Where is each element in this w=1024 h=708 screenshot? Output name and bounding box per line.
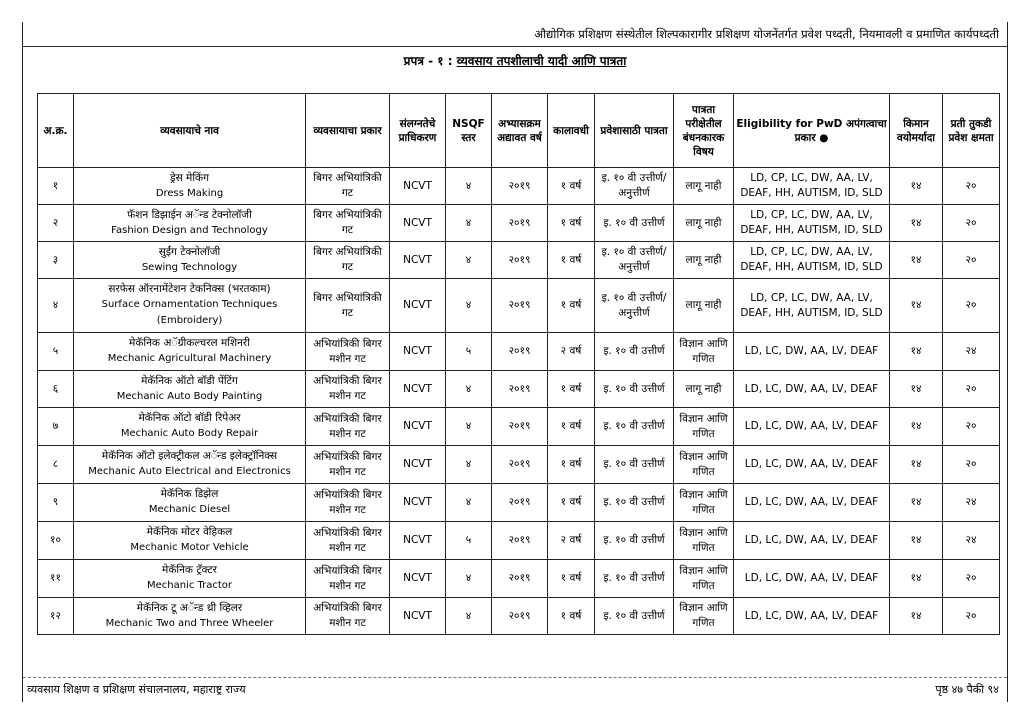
cell-duration: १ वर्ष [548,484,595,522]
trade-name-english: Mechanic Two and Three Wheeler [105,617,274,629]
cell-capacity: २० [943,168,1000,205]
trade-name-english: Mechanic Tractor [146,580,233,591]
cell-trade-name [74,242,306,279]
cell-duration: १ वर्ष [548,408,595,446]
cell-capacity: २० [943,371,1000,408]
cell-sr: ७ [38,408,74,446]
cell-subjects: विज्ञान आणि गणित [674,560,734,598]
cell-authority: NCVT [390,408,446,446]
trade-name-english: Mechanic Auto Body Repair [120,428,259,439]
cell-trade-type: अभियांत्रिकी बिगर मशीन गट [306,522,390,560]
cell-capacity: २४ [943,484,1000,522]
cell-subjects: लागू नाही [674,279,734,333]
table-row [38,242,1000,279]
col-header-subjects: पात्रता परीक्षेतील बंधनकारक विषय [674,94,734,168]
cell-trade-type: अभियांत्रिकी बिगर मशीन गट [306,560,390,598]
cell-trade-type: अभियांत्रिकी बिगर मशीन गट [306,408,390,446]
cell-trade-type: अभियांत्रिकी बिगर मशीन गट [306,371,390,408]
cell-year: २०१९ [492,408,548,446]
cell-duration: १ वर्ष [548,279,595,333]
trade-name-marathi: फॅशन डिझाईन अॅन्ड टेक्नोलॉजी [127,208,252,221]
table-row [38,168,1000,205]
cell-nsqf: ४ [446,484,492,522]
cell-min-age: १४ [890,371,943,408]
cell-capacity: २० [943,408,1000,446]
document-header-title: औद्योगिक प्रशिक्षण संस्थेतील शिल्पकारागीर प्रशिक्षण योजनेंतर्गत प्रवेश पध्दती, नियमावली व प्रमाणित कार्यपध्दती [534,27,999,41]
cell-nsqf: ४ [446,168,492,205]
trade-name-english: Fashion Design and Technology [111,224,268,236]
cell-sr: ६ [38,371,74,408]
cell-authority: NCVT [390,560,446,598]
form-title-text: व्यवसाय तपशीलाची यादी आणि पात्रता [456,54,627,68]
cell-authority: NCVT [390,279,446,333]
cell-min-age: १४ [890,560,943,598]
cell-trade-name [74,408,306,446]
cell-duration: १ वर्ष [548,371,595,408]
cell-year: २०१९ [492,279,548,333]
cell-subjects: विज्ञान आणि गणित [674,522,734,560]
table-row [38,598,1000,635]
cell-nsqf: ४ [446,598,492,635]
cell-trade-name [74,205,306,242]
cell-capacity: २० [943,279,1000,333]
cell-capacity: २० [943,446,1000,484]
cell-year: २०१९ [492,205,548,242]
table-row [38,333,1000,371]
cell-capacity: २० [943,205,1000,242]
cell-eligibility: इ. १० वी उत्तीर्ण [595,484,674,522]
table-row [38,484,1000,522]
table-row [38,279,1000,333]
col-header-trade-name: व्यवसायाचे नाव [74,94,306,168]
cell-eligibility: इ. १० वी उत्तीर्ण [595,408,674,446]
cell-min-age: १४ [890,168,943,205]
footer-directorate: व्यवसाय शिक्षण व प्रशिक्षण संचालनालय, महाराष्ट्र राज्य [27,683,246,696]
cell-sr: १२ [38,598,74,635]
cell-nsqf: ४ [446,371,492,408]
cell-trade-type: अभियांत्रिकी बिगर मशीन गट [306,598,390,635]
cell-subjects: लागू नाही [674,371,734,408]
col-header-nsqf: NSQF स्तर [446,94,492,168]
table-header-row [38,94,1000,168]
cell-year: २०१९ [492,484,548,522]
col-header-trade-type: व्यवसायाचा प्रकार [306,94,390,168]
trade-name-marathi: मेकॅनिक ऑटो इलेक्ट्रीकल अॅन्ड इलेक्ट्रॉनिक्स [101,450,278,462]
table-row [38,446,1000,484]
cell-duration: २ वर्ष [548,333,595,371]
cell-subjects: विज्ञान आणि गणित [674,333,734,371]
cell-sr: ११ [38,560,74,598]
cell-trade-name [74,522,306,560]
cell-subjects: विज्ञान आणि गणित [674,484,734,522]
col-header-sr: अ.क्र. [38,94,74,168]
cell-year: २०१९ [492,560,548,598]
cell-trade-type: बिगर अभियांत्रिकी गट [306,168,390,205]
trade-name-marathi: मेकॅनिक मोटर वेहिकल [146,526,233,538]
cell-year: २०१९ [492,371,548,408]
cell-authority: NCVT [390,242,446,279]
cell-authority: NCVT [390,205,446,242]
col-header-pwd: Eligibility for PwD अपंगत्वाचा प्रकार ● [734,94,890,168]
cell-subjects: लागू नाही [674,168,734,205]
cell-year: २०१९ [492,446,548,484]
cell-trade-name [74,279,306,333]
cell-duration: १ वर्ष [548,242,595,279]
trade-name-marathi: ड्रेस मेकिंग [169,171,210,184]
cell-trade-name [74,333,306,371]
cell-eligibility: इ. १० वी उत्तीर्ण/अनुत्तीर्ण [595,279,674,333]
cell-authority: NCVT [390,446,446,484]
cell-subjects: लागू नाही [674,205,734,242]
cell-nsqf: ४ [446,279,492,333]
trade-name-marathi: मेकॅनिक अॅग्रीकल्चरल मशिनरी [129,337,250,349]
trade-name-english: Dress Making [155,187,224,199]
trade-name-english: Mechanic Motor Vehicle [130,542,249,553]
cell-min-age: १४ [890,333,943,371]
cell-min-age: १४ [890,242,943,279]
cell-pwd: LD, LC, DW, AA, LV, DEAF [734,522,890,560]
cell-eligibility: इ. १० वी उत्तीर्ण [595,446,674,484]
cell-authority: NCVT [390,522,446,560]
cell-nsqf: ४ [446,242,492,279]
trade-name-marathi: मेकॅनिक टू अॅन्ड थ्री व्हिलर [136,601,243,614]
cell-sr: ५ [38,333,74,371]
cell-nsqf: ५ [446,333,492,371]
cell-nsqf: ४ [446,560,492,598]
cell-pwd: LD, CP, LC, DW, AA, LV, DEAF, HH, AUTISM, ID, SLD [734,242,890,279]
trade-name-marathi: मेकॅनिक डिझेल [160,488,219,500]
cell-subjects: विज्ञान आणि गणित [674,598,734,635]
cell-eligibility: इ. १० वी उत्तीर्ण [595,371,674,408]
cell-authority: NCVT [390,598,446,635]
cell-min-age: १४ [890,279,943,333]
cell-eligibility: इ. १० वी उत्तीर्ण [595,205,674,242]
cell-sr: १० [38,522,74,560]
col-header-year: अभ्यासक्रम अद्यावत वर्ष [492,94,548,168]
trade-name-english: Mechanic Auto Electrical and Electronics [88,466,291,477]
cell-year: २०१९ [492,522,548,560]
cell-authority: NCVT [390,484,446,522]
trade-name-english: Mechanic Auto Body Painting [116,390,263,402]
cell-min-age: १४ [890,598,943,635]
cell-min-age: १४ [890,408,943,446]
cell-min-age: १४ [890,484,943,522]
cell-min-age: १४ [890,205,943,242]
table-row [38,560,1000,598]
cell-trade-type: अभियांत्रिकी बिगर मशीन गट [306,484,390,522]
cell-pwd: LD, CP, LC, DW, AA, LV, DEAF, HH, AUTISM, ID, SLD [734,168,890,205]
table-row [38,205,1000,242]
footer-page-number: पृष्ठ ४७ पैकी ९४ [935,683,999,696]
trade-name-marathi: सुईंग टेक्नोलॉजी [158,245,221,258]
cell-capacity: २४ [943,522,1000,560]
trade-name-english: Mechanic Diesel [148,504,231,515]
cell-eligibility: इ. १० वी उत्तीर्ण [595,560,674,598]
cell-trade-name [74,446,306,484]
trade-name-english: Mechanic Agricultural Machinery [107,353,272,364]
cell-nsqf: ४ [446,408,492,446]
cell-year: २०१९ [492,242,548,279]
cell-duration: २ वर्ष [548,522,595,560]
table-body [38,168,1000,635]
cell-nsqf: ४ [446,446,492,484]
col-header-duration: कालावधी [548,94,595,168]
cell-trade-name [74,560,306,598]
cell-pwd: LD, LC, DW, AA, LV, DEAF [734,446,890,484]
cell-pwd: LD, LC, DW, AA, LV, DEAF [734,560,890,598]
cell-sr: ४ [38,279,74,333]
trade-name-marathi: मेकॅनिक ट्रॅक्टर [162,564,217,576]
cell-nsqf: ४ [446,205,492,242]
cell-min-age: १४ [890,522,943,560]
trade-name-english: Surface Ornamentation Techniques (Embroidery) [101,299,278,326]
cell-trade-type: बिगर अभियांत्रिकी गट [306,279,390,333]
cell-year: २०१९ [492,598,548,635]
cell-year: २०१९ [492,168,548,205]
cell-eligibility: इ. १० वी उत्तीर्ण [595,333,674,371]
cell-sr: २ [38,205,74,242]
cell-pwd: LD, LC, DW, AA, LV, DEAF [734,333,890,371]
cell-sr: ९ [38,484,74,522]
cell-pwd: LD, LC, DW, AA, LV, DEAF [734,371,890,408]
document-page [22,22,1008,702]
col-header-eligibility: प्रवेशासाठी पात्रता [595,94,674,168]
trade-name-marathi: मेकॅनिक ऑटो बॉडी पेंटिंग [141,374,238,387]
form-title [23,52,1007,69]
cell-capacity: २० [943,242,1000,279]
cell-capacity: २४ [943,333,1000,371]
footer-divider [23,677,1007,678]
cell-duration: १ वर्ष [548,560,595,598]
cell-sr: १ [38,168,74,205]
cell-trade-type: बिगर अभियांत्रिकी गट [306,242,390,279]
cell-min-age: १४ [890,446,943,484]
cell-pwd: LD, CP, LC, DW, AA, LV, DEAF, HH, AUTISM, ID, SLD [734,279,890,333]
table-row [38,408,1000,446]
table-row [38,371,1000,408]
cell-subjects: लागू नाही [674,242,734,279]
cell-eligibility: इ. १० वी उत्तीर्ण/अनुत्तीर्ण [595,242,674,279]
trade-name-english: Sewing Technology [141,261,238,273]
cell-eligibility: इ. १० वी उत्तीर्ण [595,598,674,635]
trade-name-marathi: सरफेस ऑरनामेंटेशन टेकनिक्स (भरतकाम) [108,283,271,295]
cell-trade-name [74,371,306,408]
cell-subjects: विज्ञान आणि गणित [674,408,734,446]
cell-sr: ८ [38,446,74,484]
table-row [38,522,1000,560]
cell-pwd: LD, CP, LC, DW, AA, LV, DEAF, HH, AUTISM, ID, SLD [734,205,890,242]
col-header-capacity: प्रती तुकडी प्रवेश क्षमता [943,94,1000,168]
cell-trade-name [74,168,306,205]
cell-trade-name [74,598,306,635]
cell-eligibility: इ. १० वी उत्तीर्ण [595,522,674,560]
cell-capacity: २० [943,598,1000,635]
cell-authority: NCVT [390,371,446,408]
cell-year: २०१९ [492,333,548,371]
cell-sr: ३ [38,242,74,279]
cell-duration: १ वर्ष [548,446,595,484]
cell-duration: १ वर्ष [548,168,595,205]
header-divider [23,46,1007,47]
cell-authority: NCVT [390,168,446,205]
col-header-authority: संलग्नतेचे प्राधिकरण [390,94,446,168]
cell-capacity: २० [943,560,1000,598]
cell-pwd: LD, LC, DW, AA, LV, DEAF [734,598,890,635]
form-title-prefix: प्रपत्र - १ : [403,54,453,68]
cell-nsqf: ५ [446,522,492,560]
cell-pwd: LD, LC, DW, AA, LV, DEAF [734,484,890,522]
cell-authority: NCVT [390,333,446,371]
cell-duration: १ वर्ष [548,598,595,635]
cell-subjects: विज्ञान आणि गणित [674,446,734,484]
col-header-min-age: किमान वयोमर्यादा [890,94,943,168]
cell-eligibility: इ. १० वी उत्तीर्ण/अनुत्तीर्ण [595,168,674,205]
cell-trade-type: अभियांत्रिकी बिगर मशीन गट [306,333,390,371]
cell-duration: १ वर्ष [548,205,595,242]
cell-pwd: LD, LC, DW, AA, LV, DEAF [734,408,890,446]
cell-trade-type: अभियांत्रिकी बिगर मशीन गट [306,446,390,484]
trade-name-marathi: मेकॅनिक ऑटो बॉडी रिपेअर [138,412,241,424]
cell-trade-name [74,484,306,522]
cell-trade-type: बिगर अभियांत्रिकी गट [306,205,390,242]
trade-eligibility-table [37,93,1000,635]
